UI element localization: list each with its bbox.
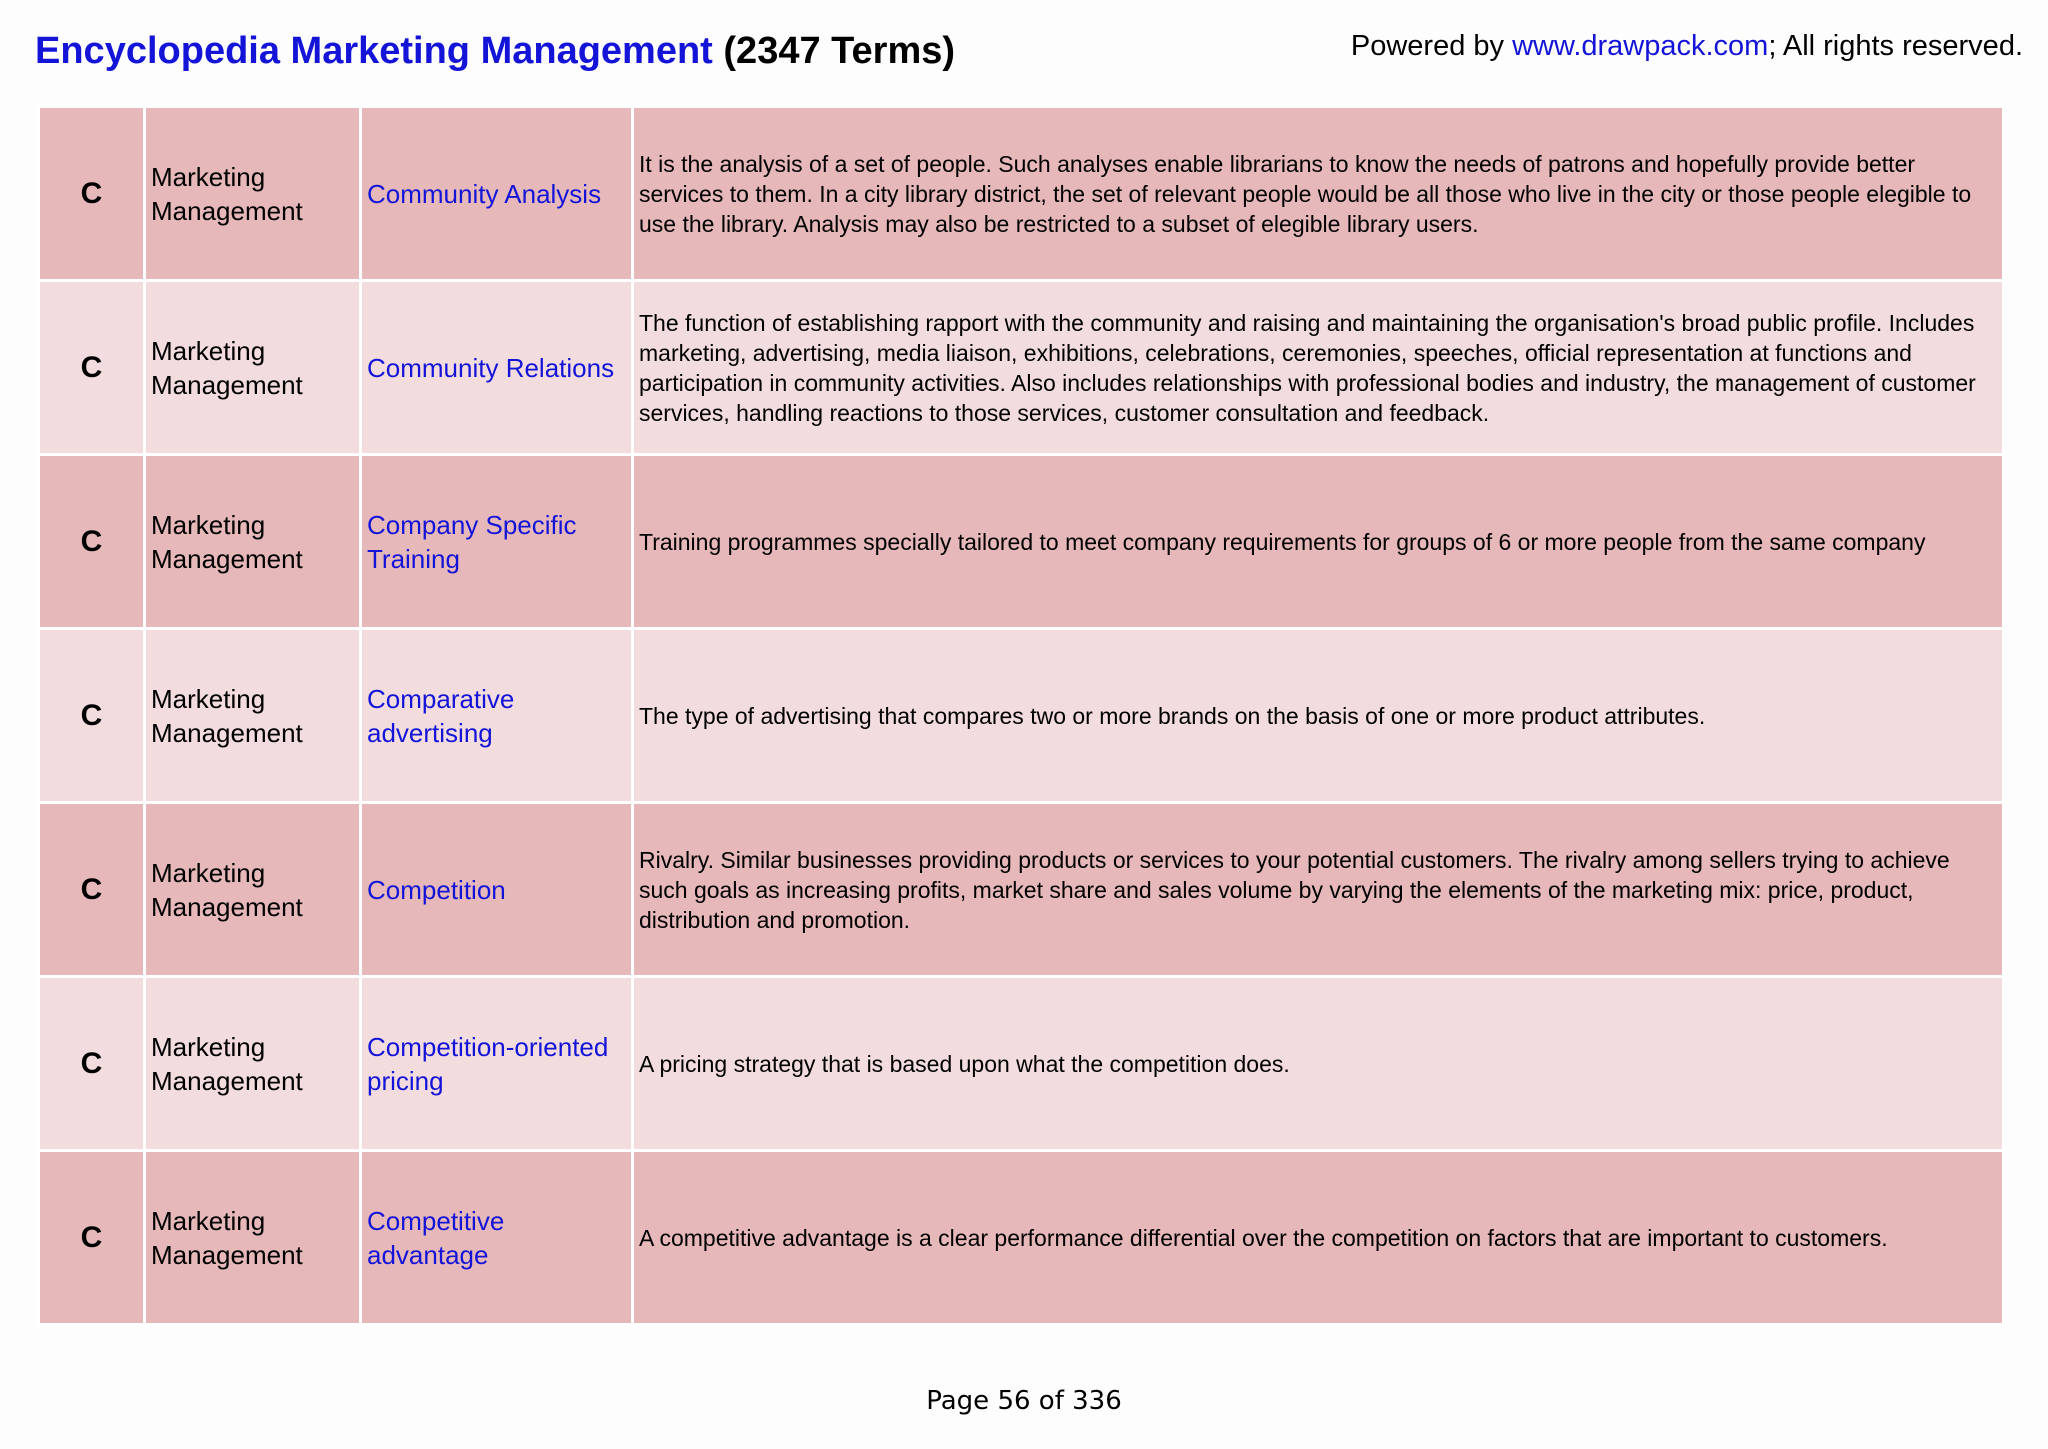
term-link[interactable]: Comparative advertising xyxy=(361,629,633,803)
letter-cell: C xyxy=(39,281,145,455)
table-row xyxy=(39,1151,2004,1325)
table-row xyxy=(39,629,2004,803)
letter-cell: C xyxy=(39,629,145,803)
letter-cell: C xyxy=(39,455,145,629)
terms-table xyxy=(37,105,2005,1326)
category-cell: Marketing Management xyxy=(145,1151,361,1325)
table-row xyxy=(39,803,2004,977)
drawpack-link[interactable]: www.drawpack.com xyxy=(1512,30,1769,62)
letter-cell: C xyxy=(39,803,145,977)
page-number: Page 56 of 336 xyxy=(926,1386,1122,1416)
definition-cell: A competitive advantage is a clear performance differential over the competition on factors that are important to customers. xyxy=(633,1151,2004,1325)
term-link[interactable]: Competitive advantage xyxy=(361,1151,633,1325)
term-link[interactable]: Competition xyxy=(361,803,633,977)
category-cell: Marketing Management xyxy=(145,977,361,1151)
page-header xyxy=(35,30,2023,80)
document-title xyxy=(35,30,955,73)
definition-cell: Training programmes specially tailored to meet company requirements for groups of 6 or more people from the same company xyxy=(633,455,2004,629)
letter-cell: C xyxy=(39,107,145,281)
category-cell: Marketing Management xyxy=(145,281,361,455)
powered-suffix: ; All rights reserved. xyxy=(1768,30,2023,62)
powered-by xyxy=(1351,30,2023,63)
definition-cell: The type of advertising that compares two or more brands on the basis of one or more product attributes. xyxy=(633,629,2004,803)
powered-prefix: Powered by xyxy=(1350,30,1513,62)
category-cell: Marketing Management xyxy=(145,803,361,977)
definition-cell: A pricing strategy that is based upon what the competition does. xyxy=(633,977,2004,1151)
term-link[interactable]: Competition-oriented pricing xyxy=(361,977,633,1151)
term-link[interactable]: Community Relations xyxy=(361,281,633,455)
letter-cell: C xyxy=(39,1151,145,1325)
term-count: (2347 Terms) xyxy=(723,30,956,72)
table-row xyxy=(39,455,2004,629)
title-text: Encyclopedia Marketing Management xyxy=(35,30,713,72)
category-cell: Marketing Management xyxy=(145,629,361,803)
definition-cell: The function of establishing rapport with the community and raising and maintaining the organisation's broad public profile. Includes marketing, advertising, media liaison, exhibitions, celebrations, ceremonies, speeches, official representation at functions and participation in community activities. Also includes relationships with professional bodies and industry, the management of customer services, handling reactions to those services, customer consultation and feedback. xyxy=(633,281,2004,455)
term-link[interactable]: Company Specific Training xyxy=(361,455,633,629)
table-row xyxy=(39,977,2004,1151)
table-row xyxy=(39,107,2004,281)
table-row xyxy=(39,281,2004,455)
definition-cell: It is the analysis of a set of people. Such analyses enable librarians to know the needs of patrons and hopefully provide better services to them. In a city library district, the set of relevant people would be all those who live in the city or those people elegible to use the library. Analysis may also be restricted to a subset of elegible library users. xyxy=(633,107,2004,281)
definition-cell: Rivalry. Similar businesses providing products or services to your potential customers. The rivalry among sellers trying to achieve such goals as increasing profits, market share and sales volume by varying the elements of the marketing mix: price, product, distribution and promotion. xyxy=(633,803,2004,977)
term-link[interactable]: Community Analysis xyxy=(361,107,633,281)
category-cell: Marketing Management xyxy=(145,455,361,629)
letter-cell: C xyxy=(39,977,145,1151)
category-cell: Marketing Management xyxy=(145,107,361,281)
